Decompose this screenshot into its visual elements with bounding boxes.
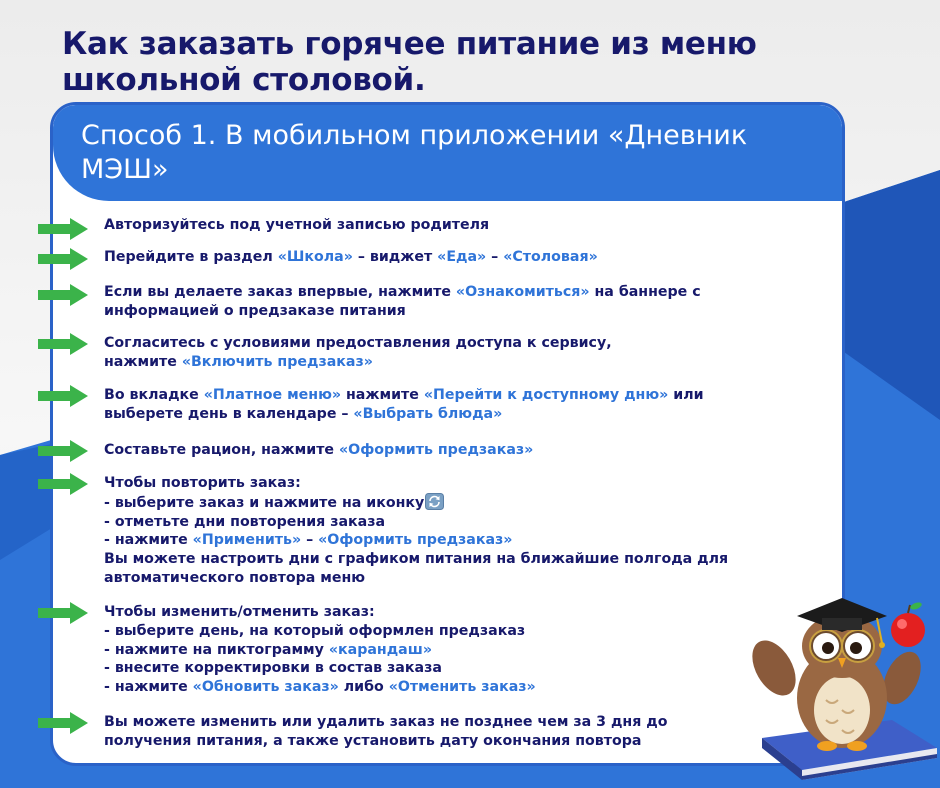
link-checkout-preorder: «Оформить предзаказ» [338, 442, 534, 458]
step-line: - отметьте дни повторения заказа [104, 513, 386, 530]
green-arrow-icon [38, 284, 88, 306]
step-text: – [301, 532, 319, 549]
step-text: - нажмите [104, 532, 193, 549]
step-6 [104, 441, 804, 460]
method-header-text: Способ 1. В мобильном приложении «Дневник МЭШ» [81, 120, 748, 185]
step-8 [104, 603, 624, 697]
step-line: - внесите корректировки в состав заказа [104, 660, 442, 677]
link-update-order: «Обновить заказ» [192, 679, 339, 696]
step-text: – виджет [352, 249, 438, 265]
link-familiarize: «Ознакомиться» [455, 284, 590, 300]
link-school: «Школа» [277, 249, 353, 265]
green-arrow-icon [38, 473, 88, 495]
step-text: Авторизуйтесь под учетной записью родителя [104, 217, 490, 233]
green-arrow-icon [38, 385, 88, 407]
green-arrow-icon [38, 440, 88, 462]
link-choose-dishes: «Выбрать блюда» [353, 405, 503, 422]
step-heading: Чтобы повторить заказ: [104, 475, 301, 491]
step-text: - нажмите на пиктограмму [104, 641, 329, 658]
step-text: – [486, 249, 504, 265]
step-5 [104, 386, 714, 424]
green-arrow-icon [38, 248, 88, 270]
refresh-icon [425, 493, 444, 510]
step-line: - выберите день, на который оформлен предзаказ [104, 622, 526, 639]
step-note: Вы можете настроить дни с графиком питания на ближайшие полгода для автоматического повтора меню [104, 551, 729, 586]
step-line [104, 493, 784, 513]
link-apply: «Применить» [192, 532, 302, 549]
method-header [53, 105, 842, 201]
step-text: либо [338, 679, 389, 696]
step-text: - нажмите [104, 679, 193, 696]
green-arrow-icon [38, 218, 88, 240]
link-cancel-order: «Отменить заказ» [388, 679, 536, 696]
step-line [104, 641, 624, 660]
link-enable-preorder: «Включить предзаказ» [181, 353, 373, 370]
step-text: Составьте рацион, нажмите [104, 442, 339, 458]
link-canteen: «Столовая» [503, 249, 598, 265]
step-text: или выберете день в календаре – [104, 387, 704, 422]
step-4 [104, 334, 664, 372]
green-arrow-icon [38, 712, 88, 734]
step-3 [104, 283, 754, 321]
green-arrow-icon [38, 602, 88, 624]
step-line [104, 531, 784, 550]
link-checkout-preorder: «Оформить предзаказ» [318, 532, 513, 549]
link-food: «Еда» [437, 249, 487, 265]
step-text: - выберите заказ и нажмите на иконку [104, 494, 425, 511]
green-arrow-icon [38, 333, 88, 355]
step-text: Если вы делаете заказ впервые, нажмите [104, 284, 456, 300]
page-title: Как заказать горячее питание из меню школьной столовой. [62, 26, 757, 98]
step-text: Вы можете изменить или удалить заказ не позднее чем за 3 дня до получения питания, а также установить дату окончания повтора [104, 714, 668, 749]
step-1 [104, 216, 804, 235]
link-pencil: «карандаш» [328, 641, 432, 658]
owl-mascot-illustration [742, 588, 937, 783]
step-2 [104, 248, 804, 267]
step-line [104, 678, 624, 697]
step-9 [104, 713, 714, 751]
link-next-day: «Перейти к доступному дню» [423, 387, 669, 403]
step-text: Перейдите в раздел [104, 249, 278, 265]
step-heading: Чтобы изменить/отменить заказ: [104, 604, 375, 620]
step-text: нажмите [341, 387, 424, 403]
step-text: на баннере с информацией о предзаказе питания [104, 284, 701, 319]
step-7 [104, 474, 784, 588]
step-text: Во вкладке [104, 387, 204, 403]
link-paid-menu: «Платное меню» [203, 387, 342, 403]
step-text: Согласитесь с условиями предоставления доступа к сервису, нажмите [104, 335, 612, 370]
